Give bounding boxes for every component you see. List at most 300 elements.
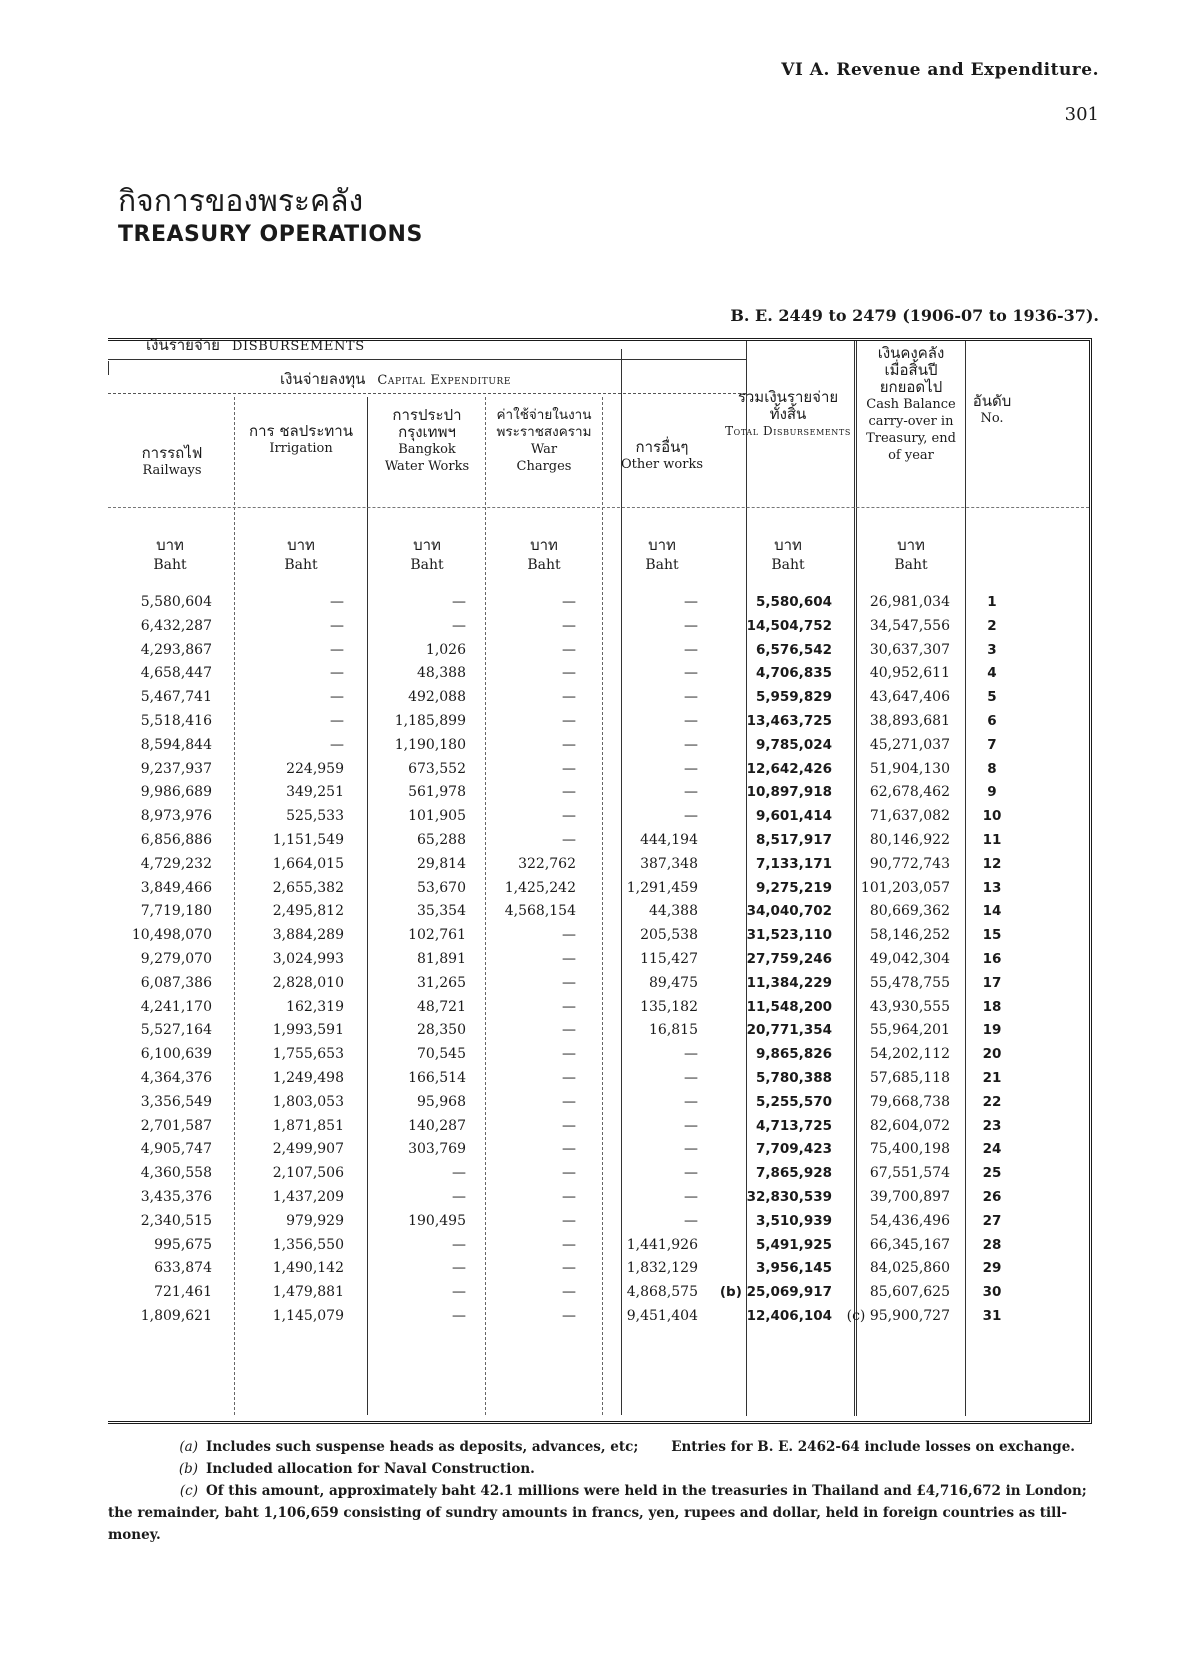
- cell-total: 7,709,423: [755, 1141, 832, 1158]
- cell-total: 31,523,110: [746, 927, 832, 944]
- cell-cash-balance: 66,345,167: [869, 1236, 950, 1253]
- cell-railways: 6,856,886: [140, 832, 212, 848]
- cell-total: 3,510,939: [755, 1212, 832, 1229]
- table-row: [108, 805, 1089, 830]
- cell-other-works: 16,815: [649, 1022, 698, 1039]
- cell-no: 23: [982, 1117, 1002, 1134]
- table-row: [108, 615, 1089, 640]
- cell-cash-balance: 38,893,681: [869, 713, 950, 729]
- cell-total: 5,255,570: [755, 1093, 832, 1110]
- cell-other-works: —: [684, 1189, 698, 1205]
- cell-irrigation: 1,479,881: [272, 1284, 344, 1301]
- cell-cash-balance: 54,202,112: [869, 1046, 950, 1063]
- cell-railways: 2,701,587: [140, 1117, 212, 1134]
- cell-total: 12,642,426: [746, 760, 832, 777]
- table-row: [108, 924, 1089, 949]
- cell-no: 13: [982, 879, 1002, 896]
- cell-cash-balance: 43,930,555: [869, 998, 950, 1015]
- cell-other-works: —: [684, 594, 698, 610]
- cell-irrigation: 979,929: [286, 1212, 344, 1229]
- unit-total: บาท Baht: [771, 536, 805, 573]
- cell-water-works: —: [452, 594, 466, 610]
- cell-other-works: —: [684, 689, 698, 706]
- cell-irrigation: 1,151,549: [272, 832, 344, 848]
- group-capital-expenditure: เงินจ่ายลงทุน Capital Expenditure: [280, 370, 512, 388]
- table-row: [108, 948, 1089, 973]
- cell-no: 19: [982, 1022, 1002, 1039]
- cell-no: 1: [987, 594, 997, 610]
- cell-cash-balance: 79,668,738: [869, 1093, 950, 1110]
- cell-water-works: —: [452, 1236, 466, 1253]
- cell-water-works: —: [452, 1284, 466, 1301]
- cell-other-works: —: [684, 736, 698, 753]
- cell-railways: 4,364,376: [140, 1070, 212, 1086]
- cell-no: 8: [987, 760, 997, 777]
- cell-war-charges: —: [562, 951, 576, 967]
- cell-irrigation: 2,499,907: [272, 1141, 344, 1158]
- cell-cash-balance: 90,772,743: [869, 855, 950, 872]
- cell-no: 11: [982, 832, 1002, 848]
- cell-other-works: 44,388: [649, 903, 698, 920]
- cell-total: 11,548,200: [746, 998, 832, 1015]
- cell-other-works: 1,832,129: [626, 1260, 698, 1277]
- cell-war-charges: —: [562, 641, 576, 658]
- cell-irrigation: 1,803,053: [272, 1093, 344, 1110]
- cell-irrigation: 162,319: [286, 998, 344, 1015]
- cell-railways: 4,241,170: [140, 998, 212, 1015]
- cell-railways: 995,675: [154, 1236, 212, 1253]
- cell-total: 13,463,725: [746, 713, 832, 729]
- table-row: [108, 1257, 1089, 1282]
- cell-railways: 4,905,747: [140, 1141, 212, 1158]
- page-number: 301: [1064, 104, 1099, 125]
- cell-irrigation: —: [330, 594, 344, 610]
- cell-cash-balance: 82,604,072: [869, 1117, 950, 1134]
- rule-disbursements: [108, 359, 746, 360]
- cell-other-works: 387,348: [640, 855, 698, 872]
- cell-total: 32,830,539: [746, 1189, 832, 1205]
- cell-irrigation: —: [330, 665, 344, 682]
- cell-other-works: —: [684, 808, 698, 825]
- cell-other-works: —: [684, 1070, 698, 1086]
- cell-irrigation: 3,884,289: [272, 927, 344, 944]
- cell-water-works: —: [452, 1189, 466, 1205]
- cell-irrigation: 525,533: [286, 808, 344, 825]
- table-row: [108, 1210, 1089, 1235]
- cell-cash-balance: 39,700,897: [869, 1189, 950, 1205]
- cell-war-charges: —: [562, 1308, 576, 1324]
- cell-no: 28: [982, 1236, 1002, 1253]
- table-row: [108, 1091, 1089, 1116]
- table-row: [108, 1138, 1089, 1163]
- table-row: [108, 1019, 1089, 1044]
- running-head: VI A. Revenue and Expenditure.: [781, 60, 1099, 80]
- table-row: [108, 734, 1089, 759]
- cell-no: 16: [982, 951, 1002, 967]
- cell-irrigation: 2,655,382: [272, 879, 344, 896]
- cell-other-works: —: [684, 760, 698, 777]
- cell-total: 9,601,414: [755, 808, 832, 825]
- cell-other-works: 444,194: [640, 832, 698, 848]
- footnote-a: (a) Includes such suspense heads as deposits, advances, etc; Entries for B. E. 2462-64 include losses on exchange.: [179, 1439, 1075, 1455]
- cell-irrigation: 1,490,142: [272, 1260, 344, 1277]
- cell-irrigation: 349,251: [286, 784, 344, 801]
- cell-railways: 9,237,937: [140, 760, 212, 777]
- cell-cash-balance: 40,952,611: [869, 665, 950, 682]
- cell-railways: 721,461: [154, 1284, 212, 1301]
- header-cash-balance: เงินคงคลัง เมื่อสิ้นปี ยกยอดไป Cash Balance carry-over in Treasury, end of year: [866, 344, 956, 463]
- cell-war-charges: —: [562, 808, 576, 825]
- cell-war-charges: —: [562, 1236, 576, 1253]
- cell-no: 14: [982, 903, 1002, 920]
- table-row: [108, 829, 1089, 854]
- unit-cash-balance: บาท Baht: [894, 536, 928, 573]
- group-disbursements: เงินรายจ่าย DISBURSEMENTS: [146, 336, 365, 354]
- cell-water-works: —: [452, 1260, 466, 1277]
- unit-other-works: บาท Baht: [645, 536, 679, 573]
- cell-cash-balance: 49,042,304: [869, 951, 950, 967]
- cell-total: 5,780,388: [755, 1070, 832, 1086]
- cell-war-charges: —: [562, 1284, 576, 1301]
- cell-railways: 5,518,416: [140, 713, 212, 729]
- cell-irrigation: 2,495,812: [272, 903, 344, 920]
- footnote-c: (c) Of this amount, approximately baht 42.1 millions were held in the treasuries in Thailand and £4,716,672 in London; the remainder, baht 1,106,659 consisting of sundry amounts in francs, yen, rupees and dollar, held in foreign countries as till-money.: [108, 1483, 1087, 1543]
- cell-other-works: —: [684, 665, 698, 682]
- cell-cash-balance: 84,025,860: [869, 1260, 950, 1277]
- cell-irrigation: —: [330, 689, 344, 706]
- cell-railways: 5,467,741: [140, 689, 212, 706]
- cell-water-works: 29,814: [417, 855, 466, 872]
- cell-water-works: 70,545: [417, 1046, 466, 1063]
- cell-other-works: —: [684, 1117, 698, 1134]
- cell-cash-balance: 57,685,118: [869, 1070, 950, 1086]
- cell-total: 7,133,171: [755, 855, 832, 872]
- cell-water-works: 673,552: [408, 760, 466, 777]
- cell-other-works: 9,451,404: [626, 1308, 698, 1324]
- cell-war-charges: 1,425,242: [504, 879, 576, 896]
- cell-war-charges: —: [562, 927, 576, 944]
- cell-irrigation: 1,664,015: [272, 855, 344, 872]
- cell-water-works: 35,354: [417, 903, 466, 920]
- cell-no: 24: [982, 1141, 1002, 1158]
- cell-cash-balance: 58,146,252: [869, 927, 950, 944]
- cell-water-works: 492,088: [408, 689, 466, 706]
- table-row: [108, 1162, 1089, 1187]
- cell-cash-balance: 75,400,198: [869, 1141, 950, 1158]
- cell-railways: 4,293,867: [140, 641, 212, 658]
- footnote-b: (b) Included allocation for Naval Construction.: [178, 1461, 535, 1477]
- cell-total: 5,491,925: [755, 1236, 832, 1253]
- cell-no: 2: [987, 617, 997, 634]
- cell-war-charges: —: [562, 617, 576, 634]
- cell-total: 11,384,229: [746, 974, 832, 991]
- cell-war-charges: —: [562, 1189, 576, 1205]
- cell-war-charges: —: [562, 832, 576, 848]
- cell-total: 4,713,725: [755, 1117, 832, 1134]
- cell-no: 26: [982, 1189, 1002, 1205]
- cell-cash-balance: 30,637,307: [869, 641, 950, 658]
- cell-irrigation: 3,024,993: [272, 951, 344, 967]
- cell-war-charges: —: [562, 760, 576, 777]
- cell-water-works: 65,288: [417, 832, 466, 848]
- cell-water-works: 53,670: [417, 879, 466, 896]
- cell-cash-balance: 71,637,082: [869, 808, 950, 825]
- cell-total: 3,956,145: [755, 1260, 832, 1277]
- page-title: TREASURY OPERATIONS: [118, 222, 423, 247]
- title-thai: กิจการของพระคลัง: [118, 184, 364, 219]
- cell-no: 29: [982, 1260, 1002, 1277]
- cell-no: 7: [987, 736, 997, 753]
- header-total-disbursements: รวมเงินรายจ่าย ทั้งสิ้น Total Disbursements: [725, 388, 851, 438]
- cell-water-works: 81,891: [417, 951, 466, 967]
- cell-water-works: 102,761: [408, 927, 466, 944]
- cell-railways: 1,809,621: [140, 1308, 212, 1324]
- cell-war-charges: —: [562, 665, 576, 682]
- cell-irrigation: 1,871,851: [272, 1117, 344, 1134]
- cell-war-charges: —: [562, 1117, 576, 1134]
- table-row: [108, 972, 1089, 997]
- table-row: [108, 1305, 1089, 1330]
- cell-railways: 9,986,689: [140, 784, 212, 801]
- cell-railways: 6,087,386: [140, 974, 212, 991]
- cell-railways: 6,100,639: [140, 1046, 212, 1063]
- cell-no: 22: [982, 1093, 1002, 1110]
- cell-war-charges: —: [562, 974, 576, 991]
- cell-war-charges: —: [562, 1046, 576, 1063]
- header-railways: การรถไฟ Railways: [141, 444, 203, 478]
- cell-cash-balance: 80,146,922: [869, 832, 950, 848]
- cell-war-charges: 322,762: [518, 855, 576, 872]
- cell-other-works: 205,538: [640, 927, 698, 944]
- cell-water-works: —: [452, 1308, 466, 1324]
- cell-other-works: 115,427: [640, 951, 698, 967]
- cell-no: 3: [987, 641, 997, 658]
- header-water-works: การประปา กรุงเทพฯ Bangkok Water Works: [384, 406, 470, 474]
- cell-war-charges: —: [562, 1212, 576, 1229]
- cell-water-works: 95,968: [417, 1093, 466, 1110]
- cell-water-works: —: [452, 1165, 466, 1182]
- cell-water-works: 101,905: [408, 808, 466, 825]
- cell-water-works: 166,514: [408, 1070, 466, 1086]
- cell-total: 4,706,835: [755, 665, 832, 682]
- divider-left-top: [108, 361, 109, 375]
- cell-cash-balance: 51,904,130: [869, 760, 950, 777]
- cell-total: 8,517,917: [755, 832, 832, 848]
- cell-no: 21: [982, 1070, 1002, 1086]
- table-row: [108, 1067, 1089, 1092]
- cell-war-charges: —: [562, 1070, 576, 1086]
- cell-other-works: 89,475: [649, 974, 698, 991]
- cell-no: 15: [982, 927, 1002, 944]
- table-row: [108, 1281, 1089, 1306]
- cell-war-charges: —: [562, 1260, 576, 1277]
- cell-other-works: 4,868,575: [626, 1284, 698, 1301]
- cell-other-works: —: [684, 1046, 698, 1063]
- cell-railways: 7,719,180: [140, 903, 212, 920]
- cell-cash-balance: 62,678,462: [869, 784, 950, 801]
- cell-water-works: 1,190,180: [394, 736, 466, 753]
- cell-water-works: 190,495: [408, 1212, 466, 1229]
- cell-railways: 8,594,844: [140, 736, 212, 753]
- cell-water-works: 31,265: [417, 974, 466, 991]
- cell-war-charges: —: [562, 1093, 576, 1110]
- cell-other-works: —: [684, 1212, 698, 1229]
- table-row: [108, 853, 1089, 878]
- cell-cash-balance: 26,981,034: [869, 594, 950, 610]
- cell-war-charges: —: [562, 1141, 576, 1158]
- cell-railways: 5,527,164: [140, 1022, 212, 1039]
- cell-cash-balance: 80,669,362: [869, 903, 950, 920]
- cell-irrigation: 1,993,591: [272, 1022, 344, 1039]
- header-other-works: การอื่นๆ Other works: [620, 438, 703, 472]
- cell-total: 20,771,354: [746, 1022, 832, 1039]
- cell-total: 34,040,702: [746, 903, 832, 920]
- cell-other-works: 135,182: [640, 998, 698, 1015]
- cell-other-works: —: [684, 1141, 698, 1158]
- cell-cash-balance: 55,964,201: [869, 1022, 950, 1039]
- cell-water-works: 1,026: [425, 641, 466, 658]
- cell-no: 27: [982, 1212, 1002, 1229]
- cell-irrigation: 1,356,550: [272, 1236, 344, 1253]
- cell-cash-balance: (c) 95,900,727: [846, 1308, 950, 1324]
- cell-no: 6: [987, 713, 997, 729]
- cell-other-works: —: [684, 1093, 698, 1110]
- cell-no: 20: [982, 1046, 1002, 1063]
- unit-railways: บาท Baht: [153, 536, 187, 573]
- cell-railways: 8,973,976: [140, 808, 212, 825]
- cell-total: 9,785,024: [755, 736, 832, 753]
- cell-no: 17: [982, 974, 1002, 991]
- cell-other-works: —: [684, 1165, 698, 1182]
- cell-cash-balance: 43,647,406: [869, 689, 950, 706]
- table-row: [108, 591, 1089, 616]
- cell-war-charges: —: [562, 784, 576, 801]
- unit-water-works: บาท Baht: [410, 536, 444, 573]
- header-irrigation: การ ชลประทาน Irrigation: [249, 422, 353, 456]
- cell-cash-balance: 55,478,755: [869, 974, 950, 991]
- table-row: [108, 781, 1089, 806]
- cell-railways: 9,279,070: [140, 951, 212, 967]
- cell-total: 27,759,246: [746, 951, 832, 967]
- cell-other-works: 1,441,926: [626, 1236, 698, 1253]
- cell-railways: 3,356,549: [140, 1093, 212, 1110]
- cell-war-charges: —: [562, 1165, 576, 1182]
- cell-total: 7,865,928: [755, 1165, 832, 1182]
- cell-war-charges: —: [562, 594, 576, 610]
- cell-railways: 633,874: [154, 1260, 212, 1277]
- cell-water-works: 140,287: [408, 1117, 466, 1134]
- period-subtitle: B. E. 2449 to 2479 (1906-07 to 1936-37).: [730, 306, 1099, 325]
- cell-cash-balance: 101,203,057: [860, 879, 950, 896]
- cell-cash-balance: 67,551,574: [869, 1165, 950, 1182]
- table-row: [108, 900, 1089, 925]
- cell-no: 31: [982, 1308, 1002, 1324]
- table-row: [108, 662, 1089, 687]
- cell-irrigation: 1,145,079: [272, 1308, 344, 1324]
- cell-railways: 3,435,376: [140, 1189, 212, 1205]
- cell-irrigation: 1,249,498: [272, 1070, 344, 1086]
- cell-war-charges: —: [562, 1022, 576, 1039]
- header-no: อันดับ No.: [972, 392, 1012, 426]
- treasury-table: [108, 338, 1092, 1424]
- table-row: [108, 996, 1089, 1021]
- table-row: [108, 1115, 1089, 1140]
- cell-war-charges: —: [562, 998, 576, 1015]
- table-row: [108, 639, 1089, 664]
- cell-no: 12: [982, 855, 1002, 872]
- cell-total: 12,406,104: [746, 1308, 832, 1324]
- cell-irrigation: 224,959: [286, 760, 344, 777]
- cell-railways: 4,658,447: [140, 665, 212, 682]
- cell-war-charges: —: [562, 689, 576, 706]
- cell-other-works: —: [684, 784, 698, 801]
- cell-cash-balance: 45,271,037: [869, 736, 950, 753]
- cell-water-works: 303,769: [408, 1141, 466, 1158]
- cell-no: 9: [987, 784, 997, 801]
- cell-total: 10,897,918: [746, 784, 832, 801]
- cell-other-works: 1,291,459: [626, 879, 698, 896]
- footnotes: [108, 1436, 1093, 1546]
- cell-no: 5: [987, 689, 997, 706]
- cell-railways: 4,360,558: [140, 1165, 212, 1182]
- table-row: [108, 710, 1089, 735]
- table-row: [108, 1234, 1089, 1259]
- rule-header-bottom: [108, 507, 1089, 508]
- cell-total: 5,580,604: [755, 594, 832, 610]
- cell-total: (b) 25,069,917: [719, 1284, 832, 1301]
- rule-capital: [108, 393, 746, 394]
- cell-irrigation: —: [330, 641, 344, 658]
- cell-no: 10: [982, 808, 1002, 825]
- cell-railways: 2,340,515: [140, 1212, 212, 1229]
- cell-railways: 5,580,604: [140, 594, 212, 610]
- cell-irrigation: —: [330, 617, 344, 634]
- cell-no: 30: [982, 1284, 1002, 1301]
- table-row: [108, 1043, 1089, 1068]
- cell-irrigation: 1,437,209: [272, 1189, 344, 1205]
- cell-war-charges: 4,568,154: [504, 903, 576, 920]
- table-row: [108, 758, 1089, 783]
- cell-cash-balance: 54,436,496: [869, 1212, 950, 1229]
- cell-war-charges: —: [562, 736, 576, 753]
- cell-total: 6,576,542: [755, 641, 832, 658]
- cell-water-works: —: [452, 617, 466, 634]
- table-row: [108, 877, 1089, 902]
- cell-irrigation: —: [330, 736, 344, 753]
- cell-war-charges: —: [562, 713, 576, 729]
- unit-irrigation: บาท Baht: [284, 536, 318, 573]
- cell-other-works: —: [684, 617, 698, 634]
- cell-no: 18: [982, 998, 1002, 1015]
- cell-railways: 3,849,466: [140, 879, 212, 896]
- cell-railways: 6,432,287: [140, 617, 212, 634]
- cell-total: 9,865,826: [755, 1046, 832, 1063]
- table-row: [108, 1186, 1089, 1211]
- cell-other-works: —: [684, 713, 698, 729]
- cell-total: 14,504,752: [746, 617, 832, 634]
- cell-other-works: —: [684, 641, 698, 658]
- cell-railways: 4,729,232: [140, 855, 212, 872]
- cell-water-works: 561,978: [408, 784, 466, 801]
- unit-war-charges: บาท Baht: [527, 536, 561, 573]
- cell-cash-balance: 34,547,556: [869, 617, 950, 634]
- cell-irrigation: 2,107,506: [272, 1165, 344, 1182]
- cell-irrigation: —: [330, 713, 344, 729]
- cell-cash-balance: 85,607,625: [869, 1284, 950, 1301]
- cell-irrigation: 2,828,010: [272, 974, 344, 991]
- cell-no: 25: [982, 1165, 1002, 1182]
- cell-railways: 10,498,070: [131, 927, 212, 944]
